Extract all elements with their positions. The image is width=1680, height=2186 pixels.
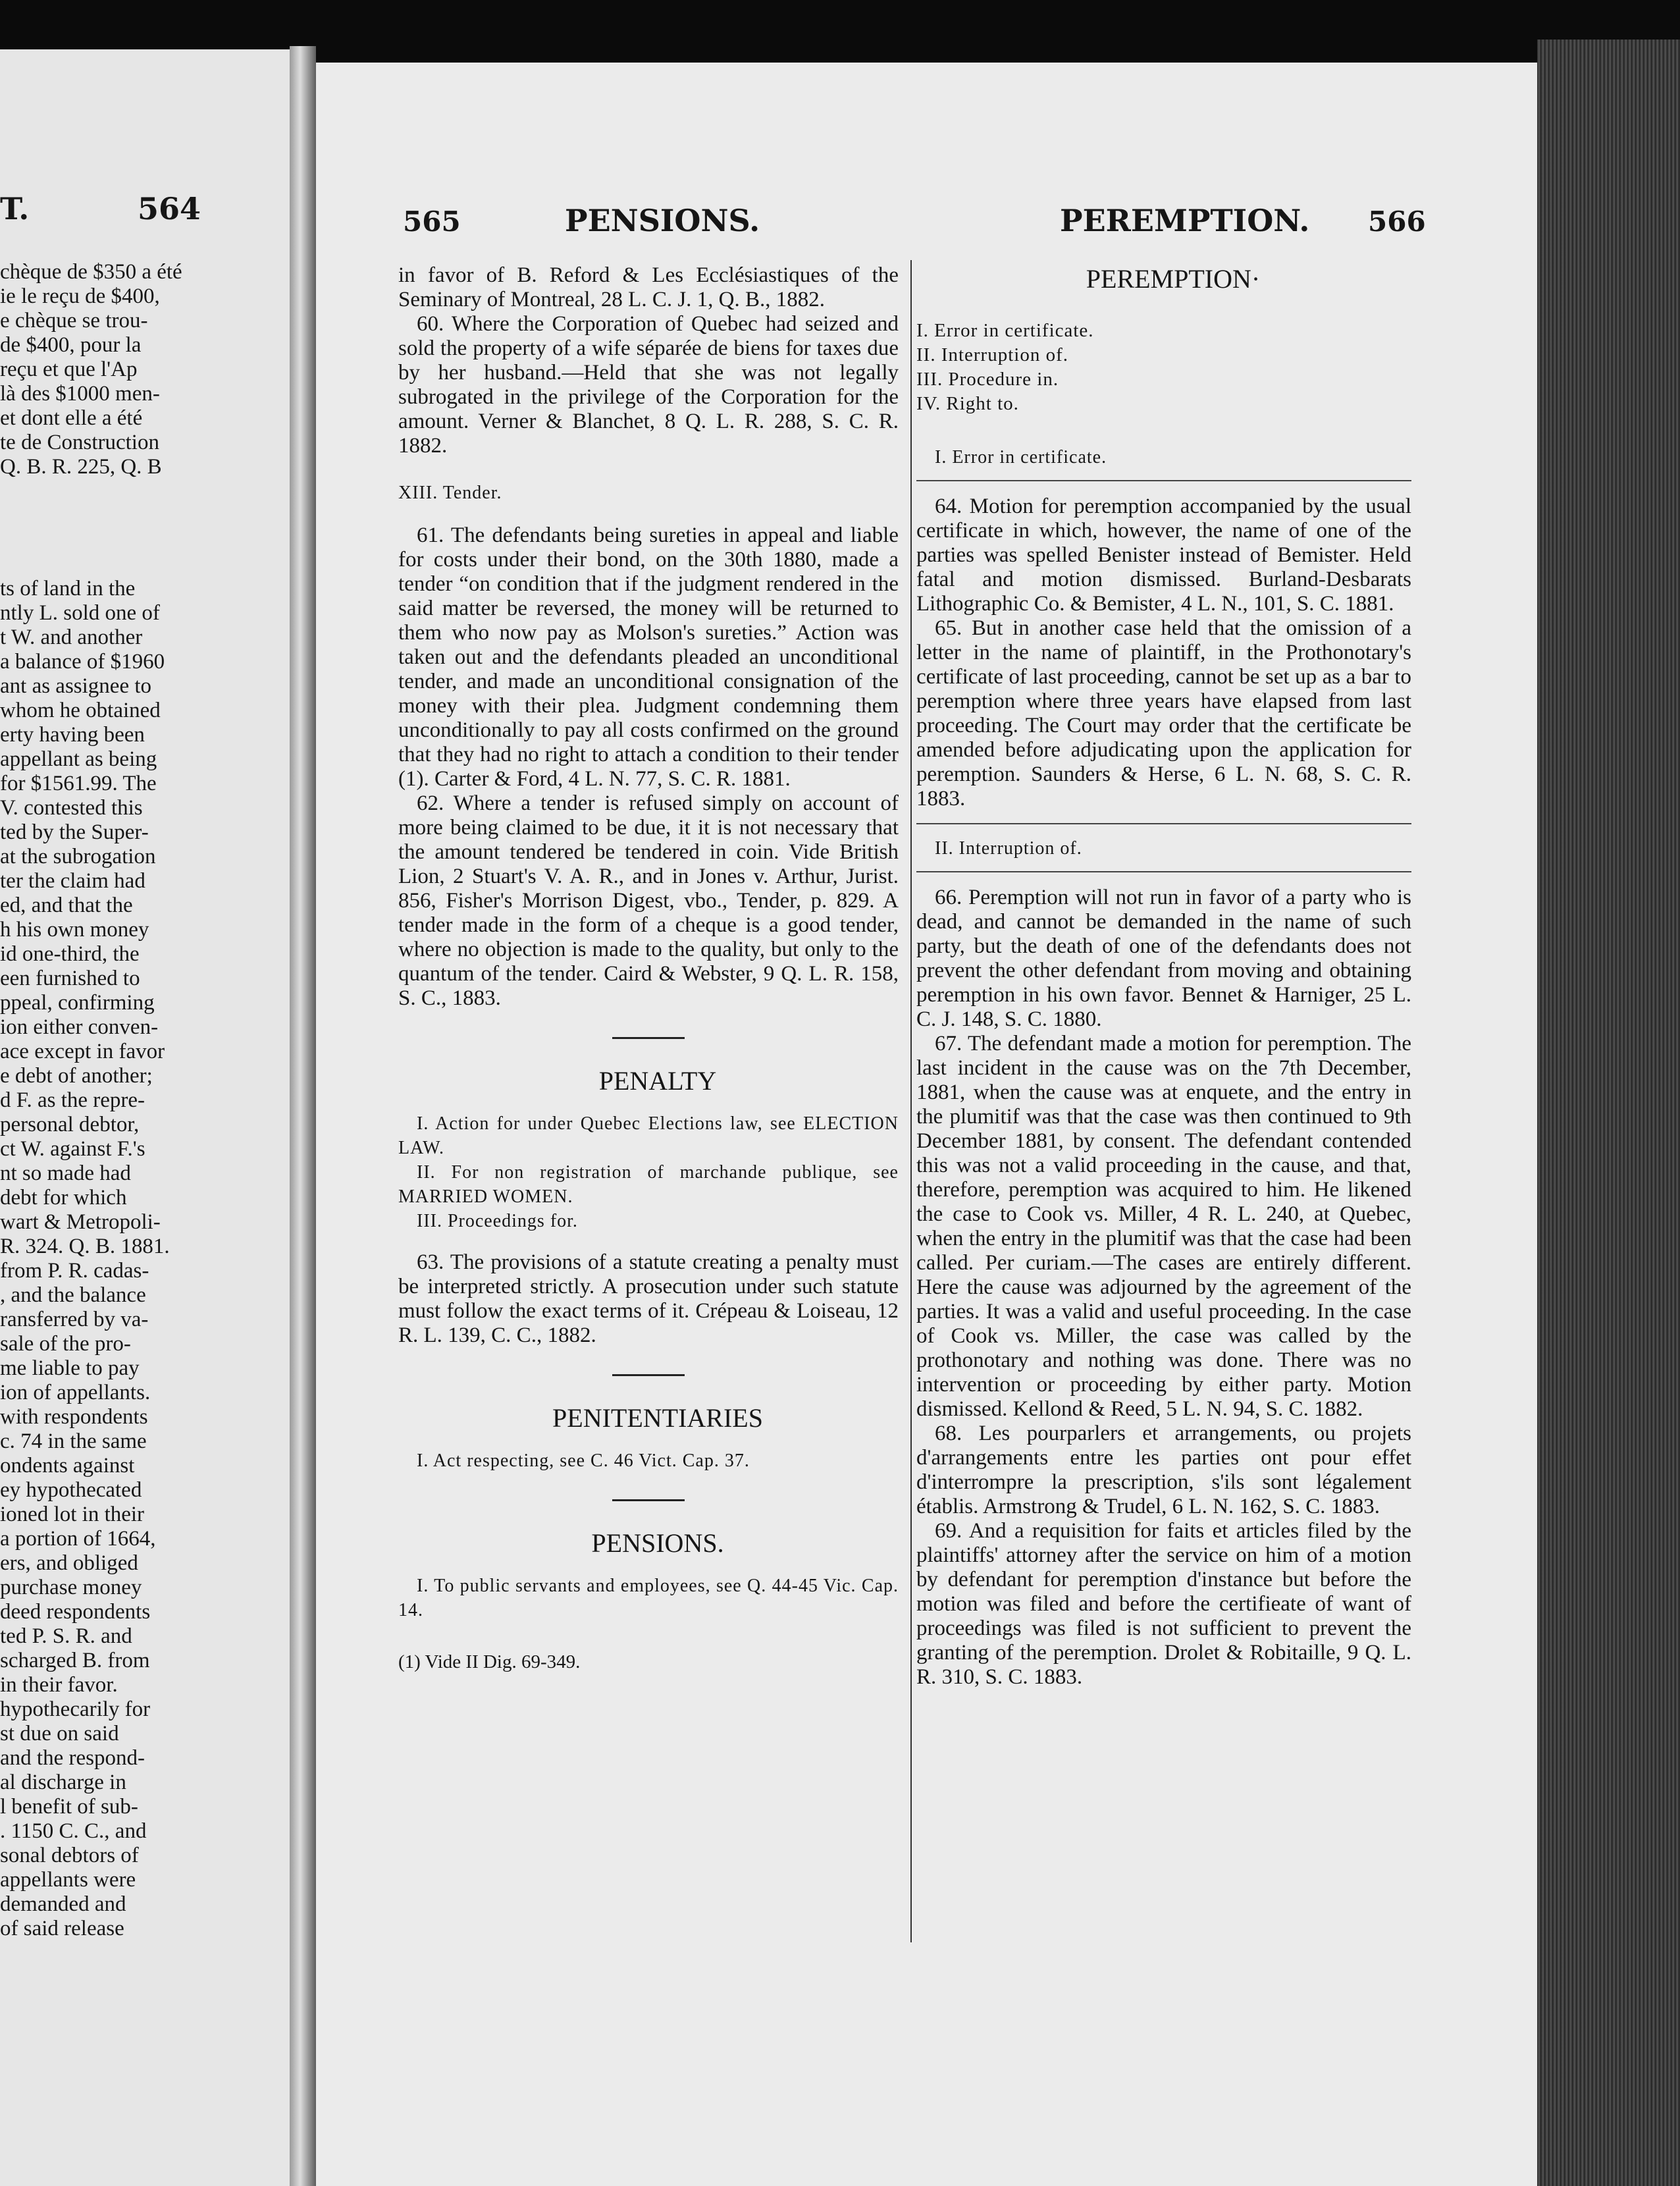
- paragraph-68: 68. Les pourparlers et arrangements, ou projets d'arrangements entre les parties ont pour effet d'interrompre la prescription, s'ils sont légalement établis. Armstrong & Trudel, 6 L. N. 162, S. C. 1883.: [916, 1422, 1411, 1518]
- left-page-line: ion of appellants.: [0, 1381, 151, 1404]
- continuation-paragraph: in favor of B. Reford & Les Ecclésiastiques of the Seminary of Montreal, 28 L. C. J. 1, Q. B., 1882.: [398, 263, 899, 311]
- left-page-line: . 1150 C. C., and: [0, 1819, 147, 1843]
- outline-item: I. Error in certificate.: [916, 320, 1094, 341]
- left-page-line: c. 74 in the same: [0, 1429, 147, 1453]
- left-page-line: id one-third, the: [0, 942, 140, 966]
- footnote: (1) Vide II Dig. 69-349.: [398, 1651, 581, 1672]
- left-page-line: me liable to pay: [0, 1356, 140, 1380]
- left-page-line: in their favor.: [0, 1673, 118, 1697]
- left-page-line: ioned lot in their: [0, 1503, 145, 1526]
- left-page-line: al discharge in: [0, 1771, 126, 1794]
- left-page-line: ers, and obliged: [0, 1551, 138, 1575]
- left-page-line: at the subrogation: [0, 845, 156, 868]
- left-page-line: l benefit of sub-: [0, 1795, 138, 1819]
- left-page-line: deed respondents: [0, 1600, 151, 1624]
- outline-item: IV. Right to.: [916, 393, 1019, 414]
- left-page-line: ted by the Super-: [0, 820, 149, 844]
- left-page-line: sonal debtors of: [0, 1844, 139, 1867]
- column-page-565: [398, 263, 899, 1674]
- left-page-line: a portion of 1664,: [0, 1527, 156, 1551]
- left-page-line: appellant as being: [0, 747, 157, 771]
- left-page-line: ntly L. sold one of: [0, 601, 160, 625]
- left-page-line: een furnished to: [0, 967, 140, 990]
- column-divider: [910, 260, 912, 1942]
- left-page-line: sale of the pro-: [0, 1332, 131, 1356]
- penalty-item: III. Proceedings for.: [417, 1211, 578, 1231]
- left-page-line: erty having been: [0, 723, 145, 747]
- section-tender: XIII. Tender.: [398, 483, 502, 503]
- left-page-line: personal debtor,: [0, 1113, 140, 1136]
- paragraph-63: 63. The provisions of a statute creating a penalty must be interpreted strictly. A prosecution under such statute must follow the exact terms of it. Crépeau & Loiseau, 12 R. L. 139, C. C., 1882.: [398, 1250, 899, 1347]
- left-page-text: [0, 260, 197, 1941]
- left-page-line: Q. B. R. 225, Q. B: [0, 455, 162, 479]
- left-page-line: demanded and: [0, 1892, 126, 1916]
- left-page-line: appellants were: [0, 1868, 136, 1892]
- left-page-line: e debt of another;: [0, 1064, 153, 1088]
- section-rule: [916, 871, 1411, 872]
- page-number-566: 566: [1368, 205, 1426, 238]
- outline-item: III. Procedure in.: [916, 369, 1059, 390]
- paragraph-66: 66. Peremption will not run in favor of a party who is dead, and cannot be demanded in the name of such party, but the death of one of the defendants does not prevent the other defendant from moving and obtaining peremption in his own favor. Bennet & Harniger, 25 L. C. J. 148, S. C. 1880.: [916, 886, 1411, 1031]
- left-page-line: R. 324. Q. B. 1881.: [0, 1235, 170, 1258]
- penitentiaries-title: PENITENTIARIES: [552, 1403, 763, 1433]
- running-head-peremption: PEREMPTION.: [1060, 203, 1310, 238]
- left-page: [0, 49, 290, 2186]
- left-page-line: with respondents: [0, 1405, 148, 1429]
- paragraph-60: 60. Where the Corporation of Quebec had seized and sold the property of a wife séparée de biens for taxes due by her husband.—Held that she was not legally subrogated in the privilege of the Corporation for the amount. Verner & Blanchet, 8 Q. L. R. 288, S. C. R. 1882.: [398, 312, 899, 458]
- running-head-pensions: PENSIONS.: [565, 203, 760, 238]
- peremption-title: PEREMPTION·: [1086, 264, 1261, 294]
- left-page-line: ondents against: [0, 1454, 135, 1478]
- left-page-line: de $400, pour la: [0, 333, 142, 357]
- page-number-565: 565: [403, 205, 461, 238]
- left-page-line: whom he obtained: [0, 699, 161, 722]
- left-header-mark: T.: [0, 191, 30, 227]
- left-page-line: debt for which: [0, 1186, 127, 1210]
- left-page-line: ppeal, confirming: [0, 991, 155, 1015]
- left-page-number: 564: [137, 191, 201, 227]
- left-page-line: wart & Metropoli-: [0, 1210, 161, 1234]
- penitentiaries-item: I. Act respecting, see C. 46 Vict. Cap. 37.: [417, 1451, 750, 1471]
- left-page-line: ransferred by va-: [0, 1308, 149, 1331]
- left-page-line: ace except in favor: [0, 1040, 165, 1063]
- left-page-line: st due on said: [0, 1722, 119, 1746]
- penalty-title: PENALTY: [598, 1066, 717, 1096]
- paragraph-61: 61. The defendants being sureties in appeal and liable for costs under their bond, on the 30th 1880, made a tender “on condition that if the judgment rendered in the said matter be reversed, the money will be returned to them who now pay as Molson's sureties.” Action was taken out and the defendants pleaded an unconditional tender, and made an unconditional consignation of the money with their plea. Judgment condemning them unconditionally to pay all costs confirmed on the ground that they had no right to attach a condition to their tender (1). Carter & Ford, 4 L. N. 77, S. C. R. 1881.: [398, 523, 899, 791]
- left-page-line: and the respond-: [0, 1746, 145, 1770]
- section-rule: [916, 480, 1411, 481]
- section-rule: [612, 1499, 685, 1501]
- column-page-566: [916, 263, 1411, 1690]
- outline-item: II. Interruption of.: [916, 344, 1068, 365]
- left-page-line: et dont elle a été: [0, 406, 143, 430]
- left-page-line: ed, and that the: [0, 893, 133, 917]
- left-page-line: e chèque se trou-: [0, 309, 148, 333]
- section-rule: [612, 1374, 685, 1376]
- penalty-item: I. Action for under Quebec Elections law, see ELECTION LAW.: [398, 1113, 899, 1158]
- left-page-line: of said release: [0, 1917, 124, 1940]
- pensions-item: I. To public servants and employees, see Q. 44-45 Vic. Cap. 14.: [398, 1576, 899, 1620]
- left-page-line: t W. and another: [0, 626, 143, 649]
- pensions-title: PENSIONS.: [591, 1528, 724, 1558]
- left-page-line: ey hypothecated: [0, 1478, 142, 1502]
- book-gutter: [290, 46, 316, 2186]
- section-error-in-certificate: I. Error in certificate.: [935, 447, 1107, 467]
- left-page-line: hypothecarily for: [0, 1697, 151, 1721]
- left-page-line: ion either conven-: [0, 1015, 159, 1039]
- paragraph-62: 62. Where a tender is refused simply on account of more being claimed to be due, it it is not necessary that the amount tendered be tendered in coin. Vide British Lion, 2 Stuart's V. A. R., and in Jones v. Arthur, Jurist. 856, Fisher's Morrison Digest, vbo., Tender, p. 829. A tender made in the form of a cheque is a good tender, where no objection is made to the quality, but only to the quantum of the tender. Caird & Webster, 9 Q. L. R. 158, S. C., 1883.: [398, 791, 899, 1010]
- section-interruption: II. Interruption of.: [935, 838, 1082, 859]
- left-page-line: h his own money: [0, 918, 149, 942]
- left-page-line: chèque de $350 a été: [0, 260, 182, 284]
- paragraph-65: 65. But in another case held that the omission of a letter in the name of plaintiff, in the Prothonotary's certificate of last proceeding, cannot be set up as a bar to peremption where three years have elapsed from last proceeding. The Court may order that the certificate be amended before adjudicating upon the application for peremption. Saunders & Herse, 6 L. N. 68, S. C. R. 1883.: [916, 616, 1411, 811]
- penalty-outline: [398, 1111, 899, 1233]
- line-gap: [0, 479, 197, 577]
- paragraph-67: 67. The defendant made a motion for peremption. The last incident in the cause was on the 7th December, 1881, when the cause was at enquete, and the entry in the plumitif was that the case was then continued to 9th December 1881, by consent. The defendant contended this was not a valid proceeding in the cause, and that, therefore, peremption was acquired to him. He likened the case to Cook vs. Miller, 4 R. L. 240, at Quebec, when the entry in the plumitif was that the case had been called. Per curiam.—The cases are entirely different. Here the cause was adjourned by the agreement of the parties. It was a valid and useful proceeding. In the case of Cook vs. Miller, the case was called by the prothonotary and nothing was done. There was no intervention or proceeding by either party. Motion dismissed. Kellond & Reed, 5 L. N. 94, S. C. 1882.: [916, 1032, 1411, 1421]
- peremption-outline: [916, 319, 1411, 416]
- section-rule: [612, 1037, 685, 1039]
- left-page-line: ts of land in the: [0, 577, 136, 600]
- left-page-line: , and the balance: [0, 1283, 146, 1307]
- left-page-line: ted P. S. R. and: [0, 1624, 132, 1648]
- penalty-item: II. For non registration of marchande publique, see MARRIED WOMEN.: [398, 1162, 899, 1207]
- left-page-header: [0, 191, 201, 227]
- section-rule: [916, 823, 1411, 824]
- left-page-line: ct W. against F.'s: [0, 1137, 145, 1161]
- left-page-line: scharged B. from: [0, 1649, 150, 1672]
- left-page-line: a balance of $1960: [0, 650, 165, 674]
- left-page-line: purchase money: [0, 1576, 142, 1599]
- left-page-line: from P. R. cadas-: [0, 1259, 149, 1283]
- left-page-line: for $1561.99. The: [0, 772, 157, 795]
- paragraph-69: 69. And a requisition for faits et articles filed by the plaintiffs' attorney after the service on him of a motion by defendant for peremption d'instance but before the motion was filed and before the certifieate of want of proceedings was filed is not sufficient to prevent the granting of the peremption. Drolet & Robitaille, 9 Q. L. R. 310, S. C. 1883.: [916, 1519, 1411, 1689]
- paragraph-64: 64. Motion for peremption accompanied by the usual certificate in which, however, the name of one of the parties was spelled Benister instead of Bemister. Held fatal and motion dismissed. Burland-Desbarats Lithographic Co. & Bemister, 4 L. N., 101, S. C. 1881.: [916, 494, 1411, 616]
- left-page-line: ter the claim had: [0, 869, 145, 893]
- page-edges: [1537, 40, 1680, 2186]
- left-page-line: reçu et que l'Ap: [0, 358, 138, 381]
- left-page-line: nt so made had: [0, 1161, 131, 1185]
- left-page-line: là des $1000 men-: [0, 382, 160, 406]
- left-page-line: ie le reçu de $400,: [0, 284, 160, 308]
- left-page-line: te de Construction: [0, 431, 159, 454]
- left-page-line: ant as assignee to: [0, 674, 152, 698]
- left-page-line: d F. as the repre-: [0, 1088, 145, 1112]
- left-page-line: V. contested this: [0, 796, 143, 820]
